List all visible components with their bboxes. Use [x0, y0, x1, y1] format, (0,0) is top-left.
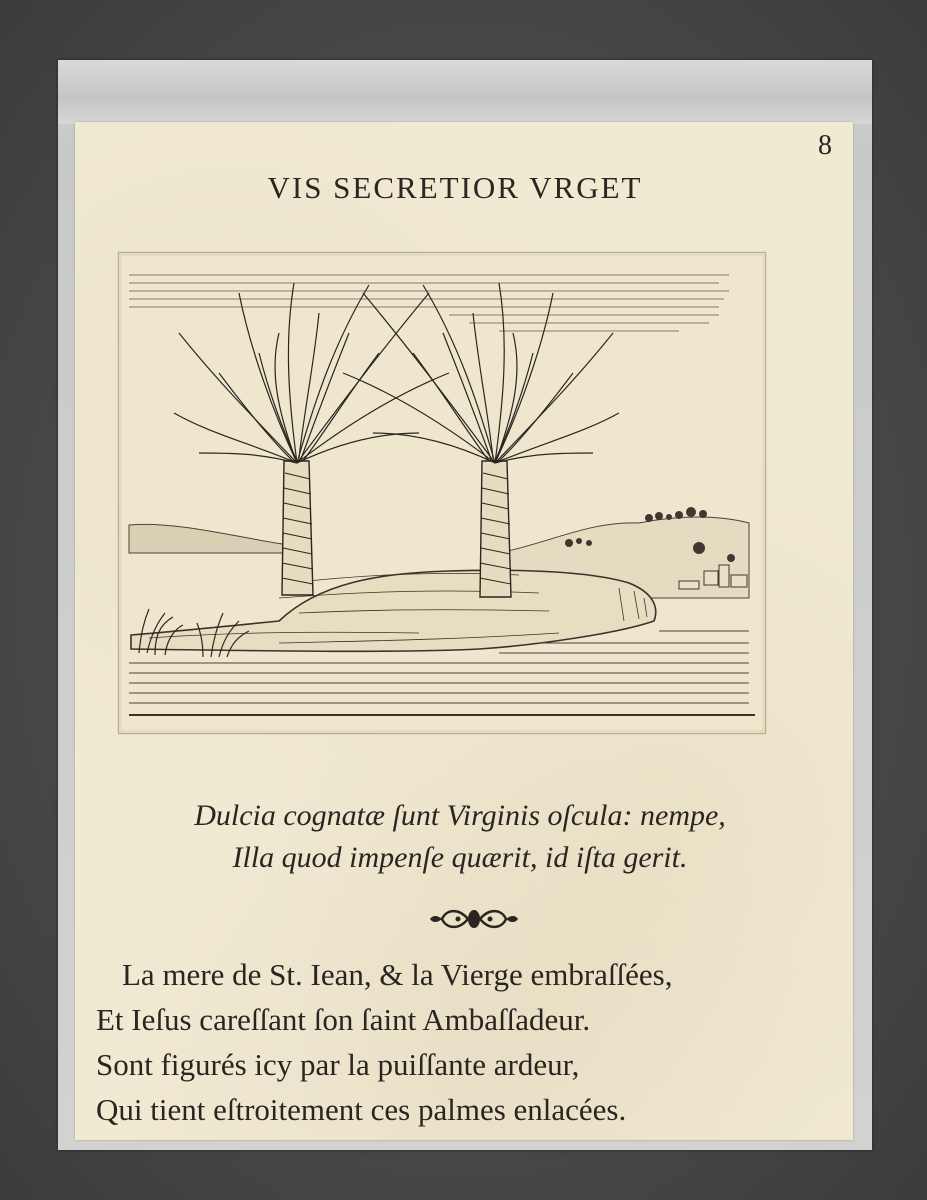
page-number: 8	[818, 130, 832, 161]
french-verse-line: Qui tient eſtroitement ces palmes enlacées.	[96, 1092, 627, 1127]
emblem-motto: VIS SECRETIOR VRGET	[267, 170, 643, 205]
fleuron-icon	[428, 902, 520, 936]
engraving-plate	[118, 252, 766, 734]
latin-verse	[100, 795, 820, 879]
french-verse-line: Et Ieſus careſſant ſon ſaint Ambaſſadeur.	[96, 1002, 591, 1037]
tissue-fold	[58, 60, 872, 124]
latin-verse-line: Illa quod impenſe quærit, id iſta gerit.	[232, 841, 688, 874]
two-palms-embracing-icon	[119, 253, 765, 733]
french-verse-line: La mere de St. Iean, & la Vierge embraſſées,	[122, 957, 673, 992]
french-verse-line: Sont figurés icy par la puiſſante ardeur,	[96, 1047, 580, 1082]
latin-verse-line: Dulcia cognatæ ſunt Virginis oſcula: nempe,	[194, 799, 726, 832]
french-verse	[96, 952, 856, 1132]
